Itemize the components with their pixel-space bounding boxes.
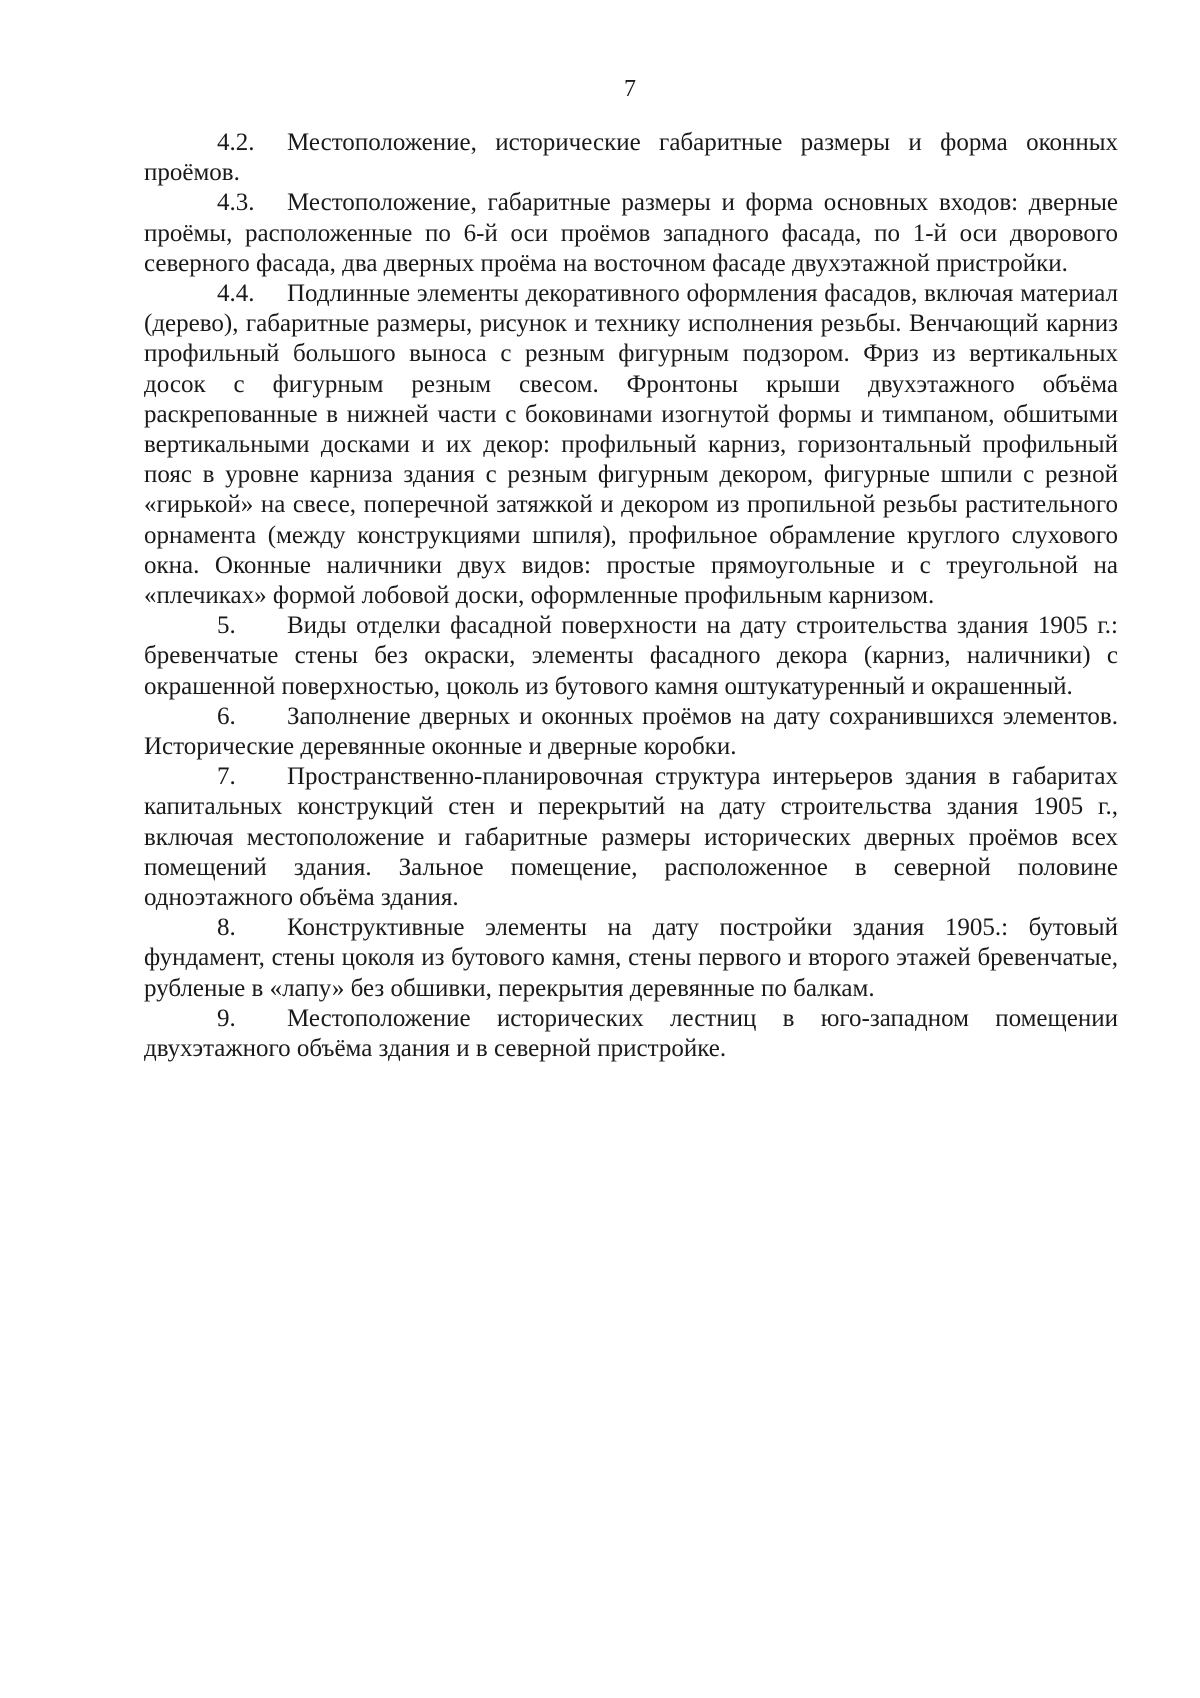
paragraph-4-2: [144, 128, 1118, 188]
paragraph-number: 8.: [217, 914, 236, 942]
paragraph-number: 4.3.: [217, 189, 255, 217]
paragraph-text: Виды отделки фасадной поверхности на дату строительства здания 1905 г.: бревенчатые стены без окраски, элементы фасадного декора (карниз, наличники) с окрашенной поверхностью, цоколь из бутового камня оштукатуренный и окрашенный.: [144, 612, 1118, 700]
paragraph-number: 7.: [217, 763, 236, 791]
paragraph-9: [144, 1004, 1118, 1064]
paragraph-text: Местоположение, габаритные размеры и форма основных входов: дверные проёмы, расположенные по 6-й оси проёмов западного фасада, по 1-й оси дворового северного фасада, два дверных проёма на восточном фасаде двухэтажной пристройки.: [144, 189, 1118, 277]
paragraph-text: Местоположение, исторические габаритные размеры и форма оконных проёмов.: [144, 129, 1118, 187]
paragraph-number: 9.: [217, 1004, 236, 1032]
paragraph-number: 6.: [217, 702, 236, 730]
paragraph-8: [144, 913, 1118, 1004]
paragraph-text: Пространственно-планировочная структура интерьеров здания в габаритах капитальных конструкций стен и перекрытий на дату строительства здания 1905 г., включая местоположение и габаритные размеры исторических дверных проёмов всех помещений здания. Зальное помещение, расположенное в северной половине одноэтажного объёма здания.: [144, 763, 1118, 912]
paragraph-4-3: [144, 188, 1118, 279]
paragraph-6: [144, 702, 1118, 762]
paragraph-5: [144, 611, 1118, 702]
paragraph-number: 5.: [217, 612, 236, 640]
paragraph-number: 4.4.: [217, 280, 255, 308]
paragraph-4-4: [144, 279, 1118, 611]
paragraph-text: Местоположение исторических лестниц в юго-западном помещении двухэтажного объёма здания и в северной пристройке.: [144, 1004, 1118, 1063]
page-number: 7: [624, 76, 636, 102]
paragraph-number: 4.2.: [217, 129, 255, 156]
paragraph-text: Подлинные элементы декоративного оформления фасадов, включая материал (дерево), габаритные размеры, рисунок и технику исполнения резьбы. Венчающий карниз профильный большого выноса с резным фигурным подзором. Фриз из вертикальных досок с фигурным резным свесом. Фронтоны крыши двухэтажного объёма раскрепованные в нижней части с боковинами изогнутой формы и тимпаном, обшитыми вертикальными досками и их декор: профильный карниз, горизонтальный профильный пояс в уровне карниза здания с резным фигурным декором, фигурные шпили с резной «гирькой» на свесе, поперечной затяжкой и декором из пропильной резьбы растительного орнамента (между конструкциями шпиля), профильное обрамление круглого слухового окна. Оконные наличники двух видов: простые прямоугольные и с треугольной на «плечиках» формой лобовой доски, оформленные профильным карнизом.: [144, 280, 1118, 610]
document-body: [144, 128, 1118, 1064]
paragraph-7: [144, 762, 1118, 913]
paragraph-text: Конструктивные элементы на дату постройки здания 1905.: бутовый фундамент, стены цоколя из бутового камня, стены первого и второго этажей бревенчатые, рубленые в «лапу» без обшивки, перекрытия деревянные по балкам.: [144, 914, 1118, 1002]
paragraph-text: Заполнение дверных и оконных проёмов на дату сохранившихся элементов. Исторические деревянные оконные и дверные коробки.: [144, 702, 1118, 761]
